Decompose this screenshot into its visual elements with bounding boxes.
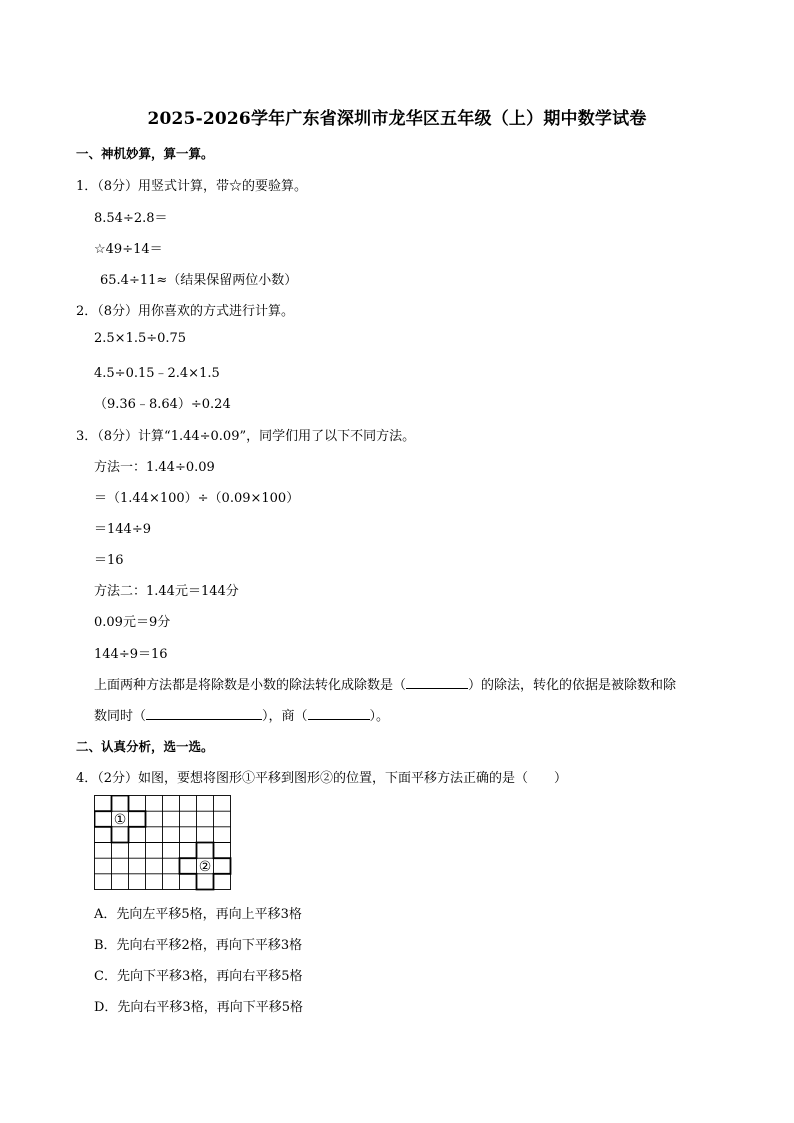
question-2-item: （9.36﹣8.64）÷0.24 [94, 397, 231, 412]
question-3-stem: 3．（8分）计算“1.44÷0.09”，同学们用了以下不同方法。 [76, 429, 416, 444]
question-3-line: ＝16 [94, 553, 124, 568]
option-b[interactable]: B．先向右平移2格，再向下平移3格 [94, 938, 303, 953]
question-3-line: 方法一：1.44÷0.09 [94, 460, 215, 475]
question-2-item: 4.5÷0.15﹣2.4×1.5 [94, 366, 220, 381]
question-3-line: ＝144÷9 [94, 522, 151, 537]
question-3-line: ＝（1.44×100）÷（0.09×100） [94, 491, 300, 506]
question-1-item: 65.4÷11≈（结果保留两位小数） [100, 273, 298, 288]
question-1-item: ☆49÷14＝ [94, 242, 163, 257]
question-4-stem: 4．（2分）如图，要想将图形①平移到图形②的位置，下面平移方法正确的是（ ） [76, 771, 568, 786]
question-3-fill-line-1 [94, 674, 676, 693]
fill-text: ），商（ [262, 709, 308, 724]
page-title: 2025-2026学年广东省深圳市龙华区五年级（上）期中数学试卷 [147, 109, 647, 129]
question-3-line: 0.09元＝9分 [94, 615, 171, 630]
fill-text: ）的除法，转化的依据是被除数和除 [468, 678, 677, 693]
question-3-line: 144÷9＝16 [94, 647, 168, 662]
question-2-item: 2.5×1.5÷0.75 [94, 331, 187, 346]
fill-text: ）。 [369, 709, 390, 724]
section-1-heading: 一、神机妙算，算一算。 [76, 146, 214, 161]
fill-text: 上面两种方法都是将除数是小数的除法转化成除数是（ [94, 678, 407, 693]
option-d[interactable]: D．先向右平移3格，再向下平移5格 [94, 1000, 303, 1015]
option-a[interactable]: A．先向左平移5格，再向上平移3格 [94, 907, 302, 922]
answer-blank[interactable] [308, 705, 370, 720]
grid-svg [94, 795, 234, 892]
question-1-stem: 1．（8分）用竖式计算，带☆的要验算。 [76, 179, 308, 194]
question-2-stem: 2．（8分）用你喜欢的方式进行计算。 [76, 304, 295, 319]
section-2-heading: 二、认真分析，选一选。 [76, 739, 214, 754]
question-3-fill-line-2 [94, 705, 389, 724]
shape-1-label: ① [113, 812, 127, 828]
answer-blank[interactable] [146, 705, 262, 720]
question-3-line: 方法二：1.44元＝144分 [94, 584, 239, 599]
option-c[interactable]: C．先向下平移3格，再向右平移5格 [94, 969, 303, 984]
fill-text: 数同时（ [94, 709, 147, 724]
answer-blank[interactable] [406, 674, 468, 689]
translation-grid-figure [94, 795, 234, 896]
question-1-item: 8.54÷2.8＝ [94, 211, 168, 226]
shape-2-label: ② [198, 859, 212, 875]
